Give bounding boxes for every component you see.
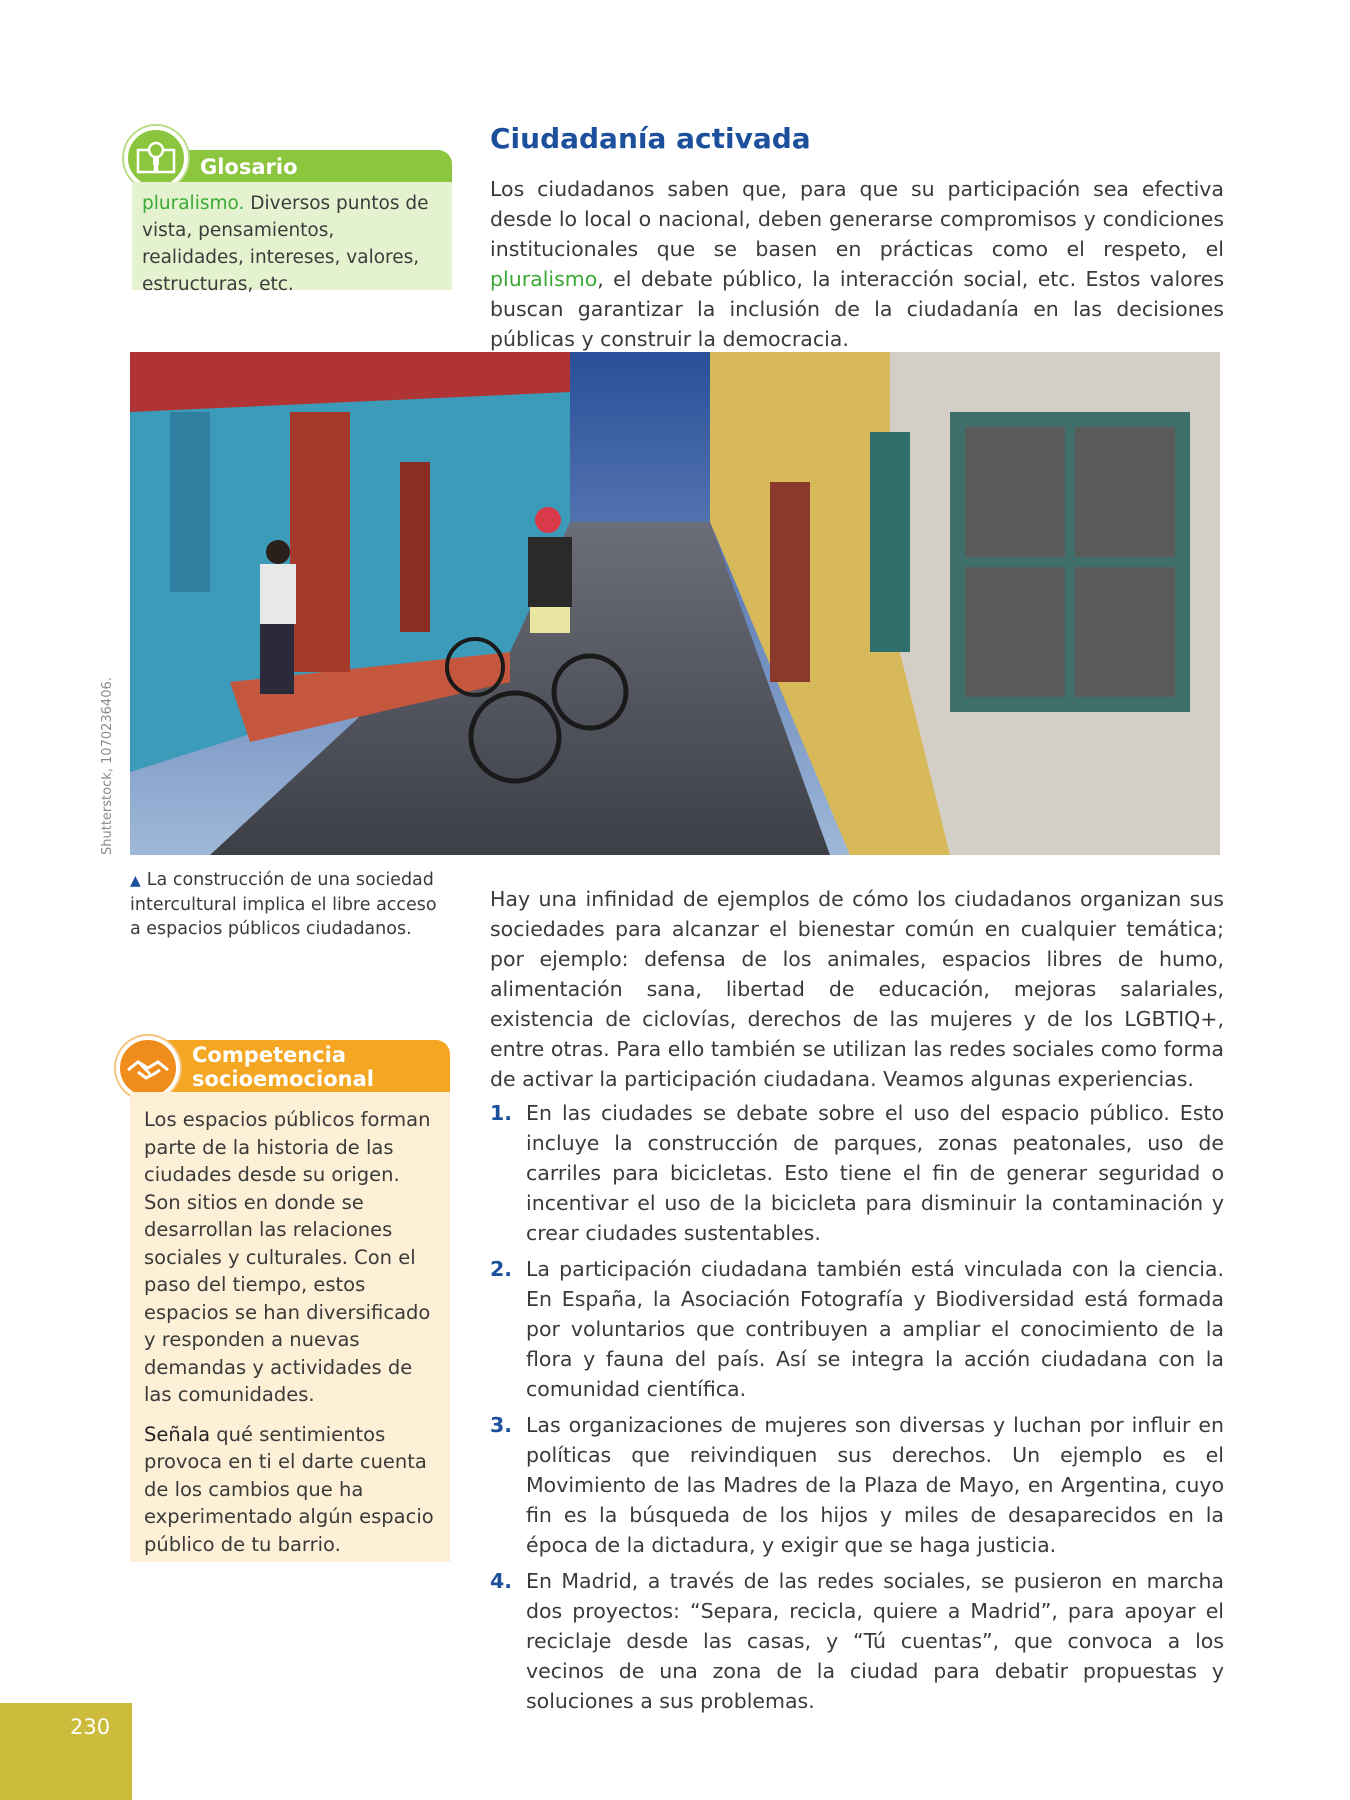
competence-title-line2: socioemocional xyxy=(192,1067,374,1091)
list-item-text: Las organizaciones de mujeres son diversas y luchan por influir en políticas que reivindiquen sus derechos. Un ejemplo es el Movimiento de las Madres de la Plaza de Mayo, en Argentina, cuyo fin es la búsqueda de los hijos y miles de desaparecidos en la época de la dictadura, y exigir que se haga justicia. xyxy=(526,1413,1224,1557)
list-item-number: 4. xyxy=(490,1569,513,1593)
page-number-tab xyxy=(0,1703,132,1800)
competence-box xyxy=(130,1040,450,1562)
list-item-number: 2. xyxy=(490,1257,513,1281)
competence-paragraph: Los espacios públicos forman parte de la historia de las ciudades desde su origen. Son sitios en donde se desarrollan las relaciones sociales y culturales. Con el paso del tiempo, estos espacios se han diversificado y responden a nuevas demandas y actividades de las comunidades. xyxy=(144,1108,431,1406)
competence-prompt-verb: Señala xyxy=(144,1422,211,1446)
list-item-number: 3. xyxy=(490,1413,513,1437)
list-item xyxy=(490,1566,1224,1716)
glossary-box xyxy=(132,150,452,295)
book-lightbulb-icon xyxy=(124,126,188,190)
glossary-term: pluralismo. xyxy=(142,193,245,214)
section-title: Ciudadanía activada xyxy=(490,122,811,155)
list-item-text: En las ciudades se debate sobre el uso del espacio público. Esto incluye la construcción de parques, zonas peatonales, uso de carriles para bicicletas. Esto tiene el fin de generar seguridad o incentivar el uso de la bicicleta para disminuir la contaminación y crear ciudades sustentables. xyxy=(526,1101,1224,1245)
caption-text: La construcción de una sociedad intercultural implica el libre acceso a espacios públicos ciudadanos. xyxy=(130,870,437,939)
glossary-title: Glosario xyxy=(200,155,298,179)
list-item xyxy=(490,1098,1224,1248)
triangle-up-icon: ▲ xyxy=(130,873,141,889)
list-item-text: En Madrid, a través de las redes sociales, se pusieron en marcha dos proyectos: “Separa, recicla, quiere a Madrid”, para apoyar el reciclaje desde las casas, y “Tú cuentas”, que convoca a los vecinos de una zona de la ciudad para debatir propuestas y soluciones a sus problemas. xyxy=(526,1569,1224,1713)
competence-prompt-text: qué sentimientos provoca en ti el darte cuenta de los cambios que ha experimentado algún espacio público de tu barrio. xyxy=(144,1422,434,1556)
intro-text-2: , el debate público, la interacción social, etc. Estos valores buscan garantizar la inclusión de la ciudadanía en las decisiones públicas y construir la democracia. xyxy=(490,267,1224,351)
glossary-header xyxy=(162,150,452,182)
glossary-definition-text: Diversos puntos de vista, pensamientos, realidades, intereses, valores, estructuras, etc. xyxy=(142,193,429,295)
intro-highlight: pluralismo xyxy=(490,267,598,291)
page-number: 230 xyxy=(70,1715,111,1739)
examples-list xyxy=(490,1098,1224,1722)
photo-caption xyxy=(130,868,450,941)
competence-body xyxy=(130,1092,450,1562)
body-intro: Hay una infinidad de ejemplos de cómo los ciudadanos organizan sus sociedades para alcanzar el bienestar común en cualquier temática; por ejemplo: defensa de los animales, espacios libres de humo, alimentación sana, libertad de educación, mejoras salariales, existencia de ciclovías, derechos de las mujeres y de los LGBTIQ+, entre otras. Para ello también se utilizan las redes sociales como forma de activar la participación ciudadana. Veamos algunas experiencias. xyxy=(490,887,1224,1091)
photo-credit: Shutterstock, 1070236406. xyxy=(100,677,115,855)
competence-header xyxy=(152,1040,450,1092)
list-item-text: La participación ciudadana también está vinculada con la ciencia. En España, la Asociación Fotografía y Biodiversidad está formada por voluntarios que contribuyen a ampliar el conocimiento de la flora y fauna del país. Así se integra la acción ciudadana con la comunidad científica. xyxy=(526,1257,1224,1401)
section-intro xyxy=(490,174,1224,354)
competence-prompt xyxy=(144,1421,438,1559)
intro-text-1: Los ciudadanos saben que, para que su participación sea efectiva desde lo local o nacional, deben generarse compromisos y condiciones institucionales que se basen en prácticas como el respeto, el xyxy=(490,177,1224,261)
handshake-icon xyxy=(116,1036,180,1100)
glossary-definition xyxy=(132,182,452,295)
list-item xyxy=(490,1410,1224,1560)
list-item xyxy=(490,1254,1224,1404)
street-photo xyxy=(130,352,1220,855)
list-item-number: 1. xyxy=(490,1101,513,1125)
competence-title-line1: Competencia xyxy=(192,1043,347,1067)
